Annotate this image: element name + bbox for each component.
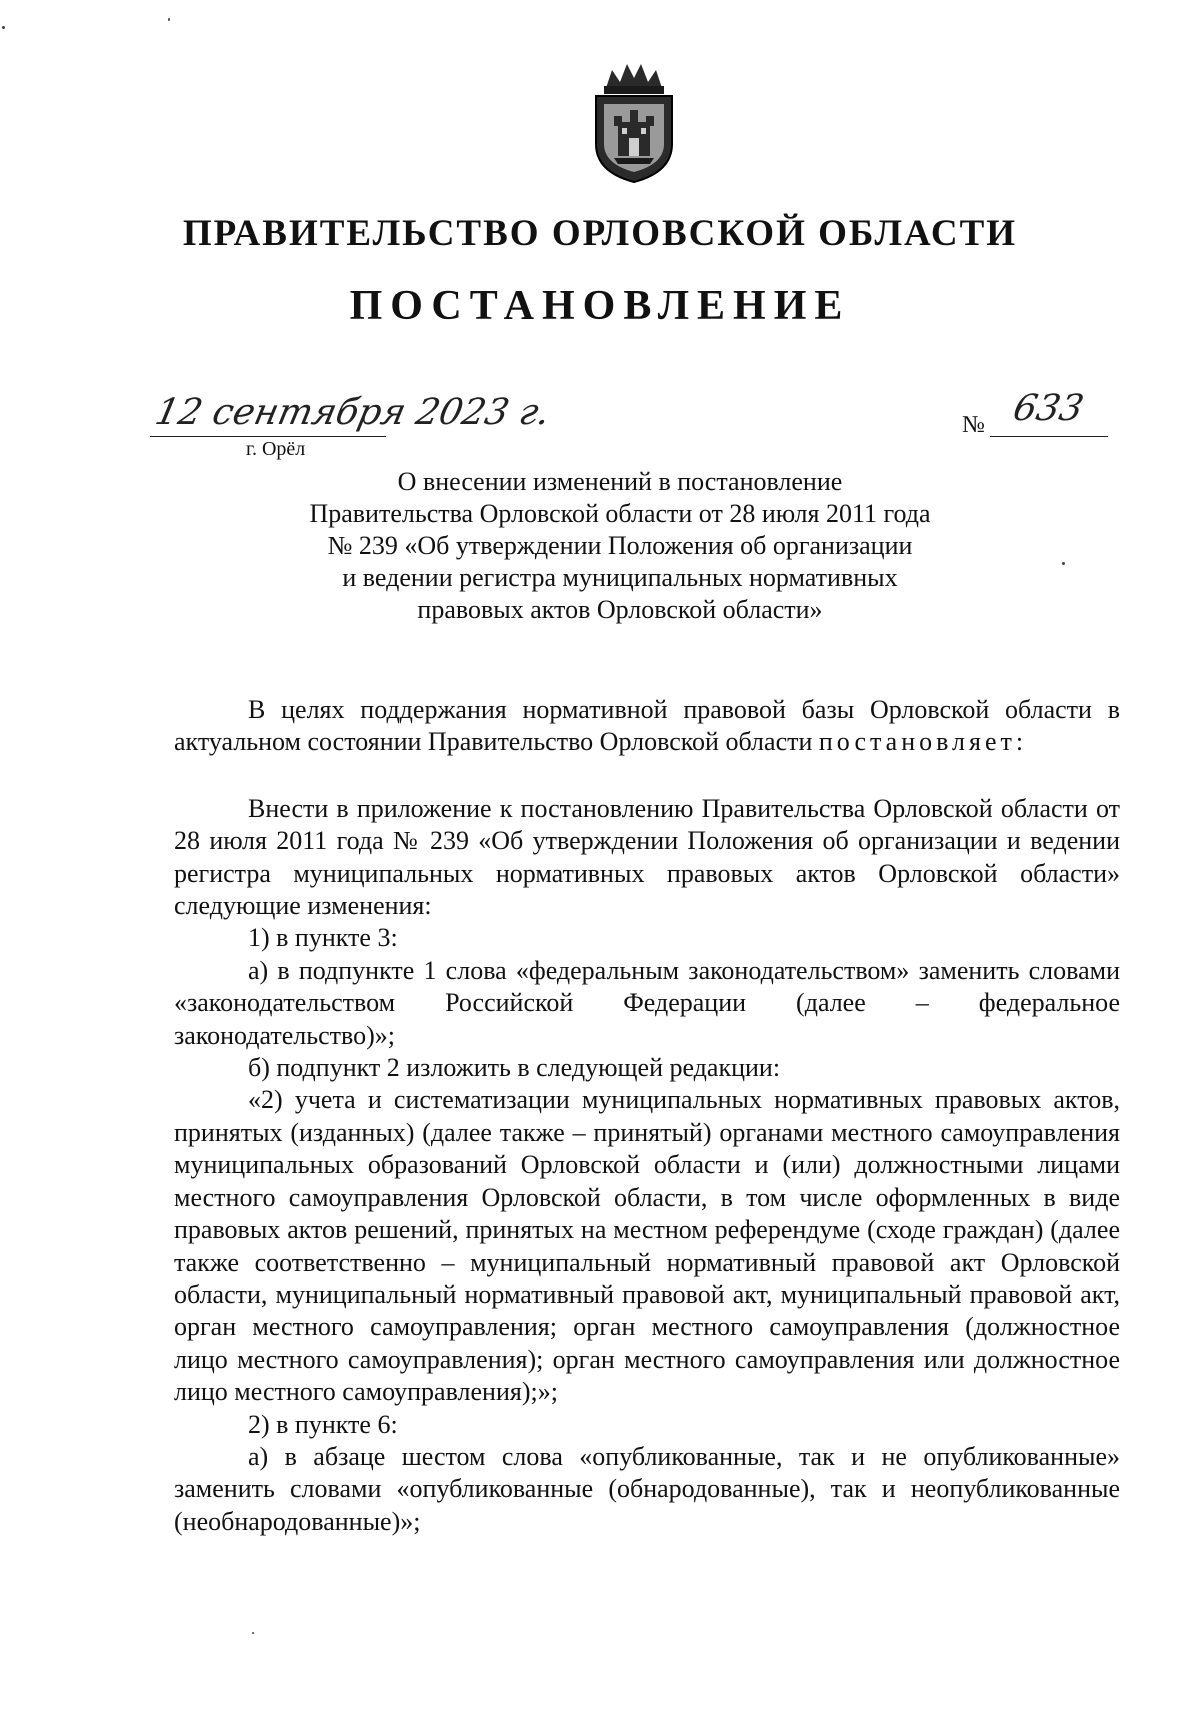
scan-speck bbox=[2, 26, 5, 29]
handwritten-date: 12 сентября 2023 г. bbox=[151, 392, 554, 433]
document-subject bbox=[240, 466, 1000, 626]
subject-line: О внесении изменений в постановление bbox=[397, 467, 843, 496]
body-paragraph: б) подпункт 2 изложить в следующей редакции: bbox=[248, 1053, 781, 1083]
subject-line: и ведении регистра муниципальных нормативных bbox=[342, 563, 898, 592]
date-underline bbox=[150, 436, 386, 437]
subject-line: правовых актов Орловской области» bbox=[417, 595, 823, 624]
body-paragraph: 2) в пункте 6: bbox=[248, 1409, 398, 1439]
resolves-word: постановляет: bbox=[818, 727, 1028, 757]
body-paragraph: 1) в пункте 3: bbox=[248, 923, 398, 953]
body-paragraph: а) в подпункте 1 слова «федеральным законодательством» заменить словами «законодательством Российской Федерации (далее – федеральное законодательство)»; bbox=[174, 955, 1120, 1050]
organization-title: ПРАВИТЕЛЬСТВО ОРЛОВСКОЙ ОБЛАСТИ bbox=[182, 213, 1018, 254]
coat-of-arms-icon bbox=[584, 58, 684, 186]
number-label: № bbox=[962, 412, 985, 438]
subject-line: № 239 «Об утверждении Положения об организации bbox=[327, 531, 913, 560]
document-body bbox=[174, 694, 1120, 1538]
handwritten-number: 633 bbox=[1009, 388, 1088, 429]
scan-speck bbox=[1062, 562, 1065, 565]
scan-speck bbox=[252, 1632, 254, 1634]
body-paragraph: а) в абзаце шестом слова «опубликованные, так и не опубликованные» заменить словами «опубликованные (обнародованные), так и неопубликованные (необнародованные)»; bbox=[174, 1441, 1120, 1536]
preamble-text: В целях поддержания нормативной правовой базы Орловской области в актуальном состоянии Правительство Орловской области bbox=[174, 695, 1120, 757]
body-paragraph: «2) учета и систематизации муниципальных нормативных правовых актов, принятых (изданных) (далее также – принятый) органами местного самоуправления муниципальных образований Орловской области и (или) должностными лицами местного самоуправления Орловской области, в том числе оформленных в виде правовых актов решений, принятых на местном референдуме (сходе граждан) (далее также соответственно – муниципальный нормативный правовой акт Орловской области, муниципальный нормативный правовой акт, муниципальный правовой акт, орган местного самоуправления; орган местного самоуправления (должностное лицо местного самоуправления); орган местного самоуправления или должностное лицо местного самоуправления);»; bbox=[174, 1085, 1120, 1407]
scan-speck bbox=[168, 18, 170, 21]
body-paragraph: Внести в приложение к постановлению Правительства Орловской области от 28 июля 2011 года № 239 «Об утверждении Положения об организации и ведении регистра муниципальных нормативных правовых актов Орловской области» следующие изменения: bbox=[174, 793, 1120, 921]
subject-line: Правительства Орловской области от 28 июля 2011 года bbox=[309, 499, 931, 528]
document-type-title: ПОСТАНОВЛЕНИЕ bbox=[349, 283, 851, 329]
city-label: г. Орёл bbox=[246, 438, 306, 460]
preamble-paragraph bbox=[174, 694, 1120, 759]
number-underline bbox=[990, 436, 1108, 437]
